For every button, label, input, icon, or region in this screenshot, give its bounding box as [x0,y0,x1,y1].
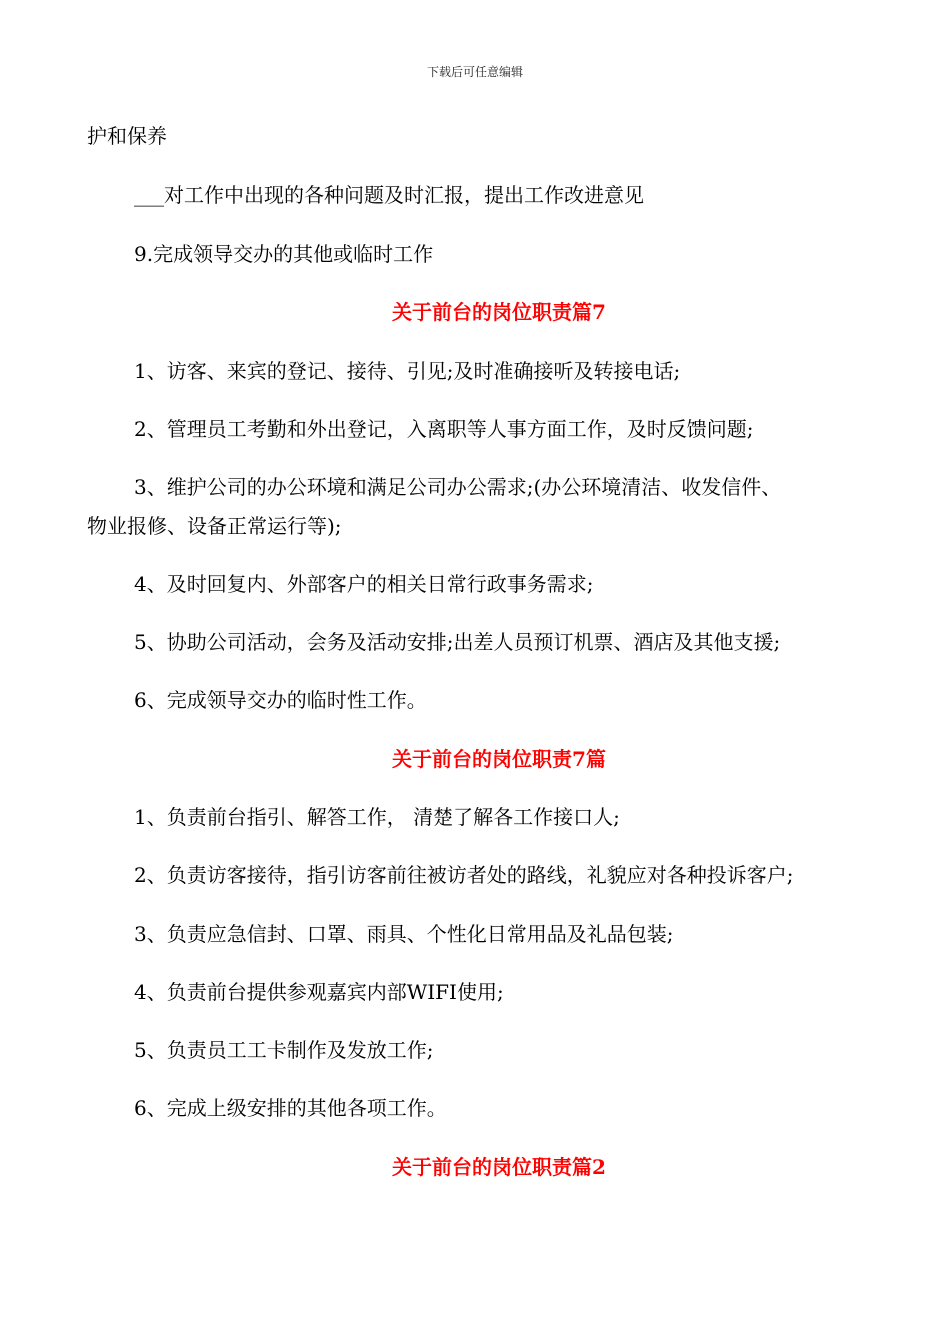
list-item: 6、完成上级安排的其他各项工作。 [134,1096,447,1120]
list-item: 1、负责前台指引、解答工作， 清楚了解各工作接口人; [134,805,620,829]
section-heading-2: 关于前台的岗位职责7篇 [392,747,606,771]
section-heading-1: 关于前台的岗位职责篇7 [392,300,606,324]
list-item-continuation: 物业报修、设备正常运行等); [87,514,342,538]
paragraph-continuation: 护和保养 [87,124,167,148]
list-item: 3、维护公司的办公环境和满足公司办公需求;(办公环境清洁、收发信件、 [134,475,782,499]
list-item: 1、访客、来宾的登记、接待、引见;及时准确接听及转接电话; [134,359,681,383]
list-item: 4、及时回复内、外部客户的相关日常行政事务需求; [134,572,594,596]
list-item: 2、负责访客接待，指引访客前往被访者处的路线，礼貌应对各种投诉客户; [134,863,794,887]
list-item: 5、协助公司活动，会务及活动安排;出差人员预订机票、酒店及其他支援; [134,630,781,654]
list-item: 3、负责应急信封、口罩、雨具、个性化日常用品及礼品包装; [134,922,674,946]
page-header: 下载后可任意编辑 [426,65,523,79]
list-item: 5、负责员工工卡制作及发放工作; [134,1038,434,1062]
list-item: 2、管理员工考勤和外出登记，入离职等人事方面工作，及时反馈问题; [134,417,754,441]
list-item: 6、完成领导交办的临时性工作。 [134,688,427,712]
paragraph-report: ___对工作中出现的各种问题及时汇报，提出工作改进意见 [134,183,644,207]
paragraph-item-9: 9.完成领导交办的其他或临时工作 [134,242,434,266]
list-item: 4、负责前台提供参观嘉宾内部WIFI使用; [134,980,504,1004]
section-heading-3: 关于前台的岗位职责篇2 [392,1155,606,1179]
